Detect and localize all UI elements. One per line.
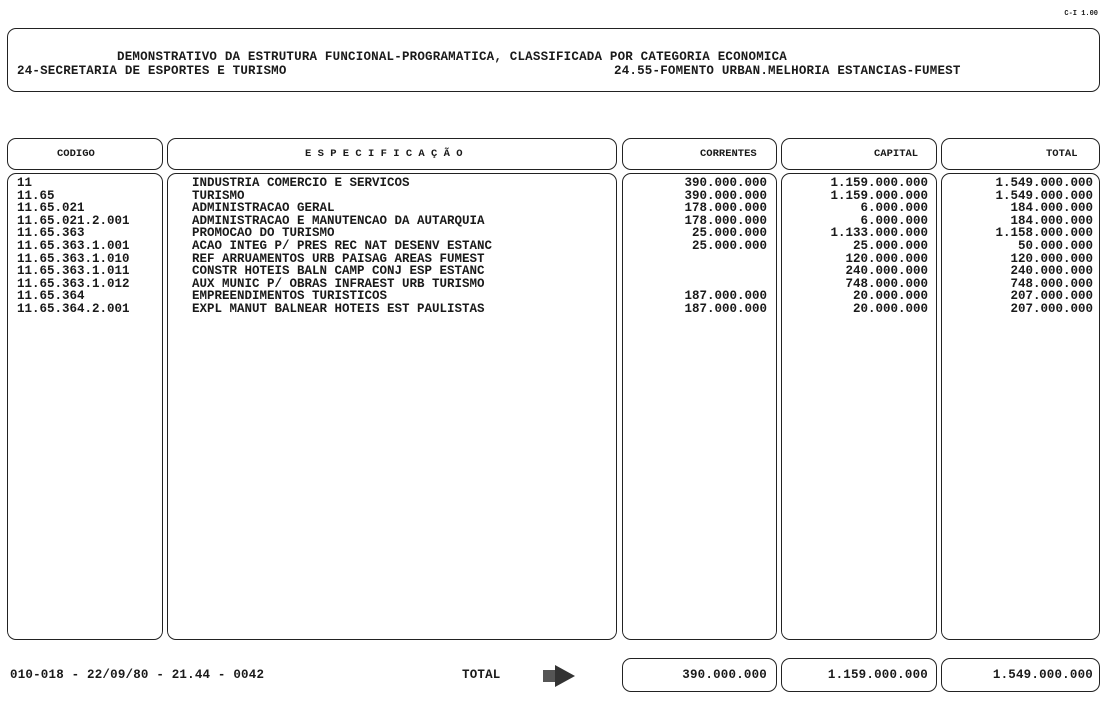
column-header-codigo: CODIGO <box>57 148 95 160</box>
cell-capital: 6.000.000 <box>860 201 928 216</box>
cell-total: 207.000.000 <box>1010 289 1093 304</box>
cell-codigo: 11.65.363.1.012 <box>17 276 130 291</box>
unit-name: 24.55-FOMENTO URBAN.MELHORIA ESTANCIAS-FUMEST <box>614 64 961 78</box>
total-correntes: 390.000.000 <box>682 668 767 682</box>
cell-especificacao: ACAO INTEG P/ PRES REC NAT DESENV ESTANC <box>192 239 493 253</box>
cell-correntes: 25.000.000 <box>691 239 767 253</box>
cell-capital: 240.000.000 <box>845 264 928 279</box>
cell-codigo: 11.65.363 <box>17 226 85 241</box>
cell-correntes: 178.000.000 <box>684 213 767 228</box>
cell-total: 184.000.000 <box>1010 213 1093 228</box>
cell-capital: 748.000.000 <box>845 276 928 291</box>
cell-total: 1.549.000.000 <box>995 188 1093 203</box>
column-header-capital: CAPITAL <box>874 148 919 160</box>
column-header-especificacao: E S P E C I F I C A Ç Ã O <box>305 148 463 160</box>
cell-codigo: 11.65.363.1.010 <box>17 251 130 266</box>
cell-total: 240.000.000 <box>1010 264 1093 279</box>
column-header-correntes: CORRENTES <box>700 148 757 160</box>
cell-especificacao: REF ARRUAMENTOS URB PAISAG AREAS FUMEST <box>192 251 485 266</box>
total-capital: 1.159.000.000 <box>827 668 928 682</box>
run-info: 010-018 - 22/09/80 - 21.44 - 0042 <box>10 668 265 682</box>
cell-especificacao: EXPL MANUT BALNEAR HOTEIS EST PAULISTAS <box>192 302 485 316</box>
cell-capital: 6.000.000 <box>860 213 928 228</box>
cell-total: 207.000.000 <box>1010 302 1093 316</box>
cell-codigo: 11.65.363.1.011 <box>17 264 130 279</box>
cell-especificacao: ADMINISTRACAO E MANUTENCAO DA AUTARQUIA <box>192 213 485 228</box>
cell-codigo: 11.65.021.2.001 <box>17 213 130 228</box>
department-name: 24-SECRETARIA DE ESPORTES E TURISMO <box>17 64 287 78</box>
cell-correntes: 187.000.000 <box>684 289 767 304</box>
cell-codigo: 11.65.363.1.001 <box>17 239 130 253</box>
cell-correntes: 187.000.000 <box>684 302 767 316</box>
cell-correntes: 390.000.000 <box>684 176 767 190</box>
cell-codigo: 11 <box>17 176 33 190</box>
form-code: C-I 1.00 <box>1064 10 1098 18</box>
cell-especificacao: EMPREENDIMENTOS TURISTICOS <box>192 289 388 304</box>
cell-total: 50.000.000 <box>1017 239 1093 253</box>
cell-especificacao: PROMOCAO DO TURISMO <box>192 226 335 241</box>
cell-total: 1.549.000.000 <box>995 176 1093 190</box>
cell-especificacao: ADMINISTRACAO GERAL <box>192 201 335 216</box>
cell-total: 1.158.000.000 <box>995 226 1093 241</box>
cell-correntes: 25.000.000 <box>691 226 767 241</box>
cell-especificacao: AUX MUNIC P/ OBRAS INFRAEST URB TURISMO <box>192 276 485 291</box>
cell-capital: 1.159.000.000 <box>830 188 928 203</box>
total-label: TOTAL <box>462 668 501 682</box>
column-header-total: TOTAL <box>1046 148 1078 160</box>
cell-total: 184.000.000 <box>1010 201 1093 216</box>
cell-codigo: 11.65.364.2.001 <box>17 302 130 316</box>
cell-total: 748.000.000 <box>1010 276 1093 291</box>
cell-codigo: 11.65.021 <box>17 201 85 216</box>
cell-codigo: 11.65.364 <box>17 289 85 304</box>
cell-especificacao: INDUSTRIA COMERCIO E SERVICOS <box>192 176 410 190</box>
cell-total: 120.000.000 <box>1010 251 1093 266</box>
arrow-right-icon <box>555 665 575 687</box>
cell-codigo: 11.65 <box>17 188 55 203</box>
cell-capital: 25.000.000 <box>852 239 928 253</box>
cell-capital: 120.000.000 <box>845 251 928 266</box>
total-total: 1.549.000.000 <box>992 668 1093 682</box>
cell-correntes: 390.000.000 <box>684 188 767 203</box>
cell-especificacao: CONSTR HOTEIS BALN CAMP CONJ ESP ESTANC <box>192 264 485 279</box>
cell-capital: 20.000.000 <box>852 289 928 304</box>
cell-capital: 1.133.000.000 <box>830 226 928 241</box>
cell-capital: 20.000.000 <box>852 302 928 316</box>
cell-capital: 1.159.000.000 <box>830 176 928 190</box>
report-title: DEMONSTRATIVO DA ESTRUTURA FUNCIONAL-PROGRAMATICA, CLASSIFICADA POR CATEGORIA ECONOMICA <box>117 50 788 64</box>
cell-especificacao: TURISMO <box>192 188 245 203</box>
cell-correntes: 178.000.000 <box>684 201 767 216</box>
